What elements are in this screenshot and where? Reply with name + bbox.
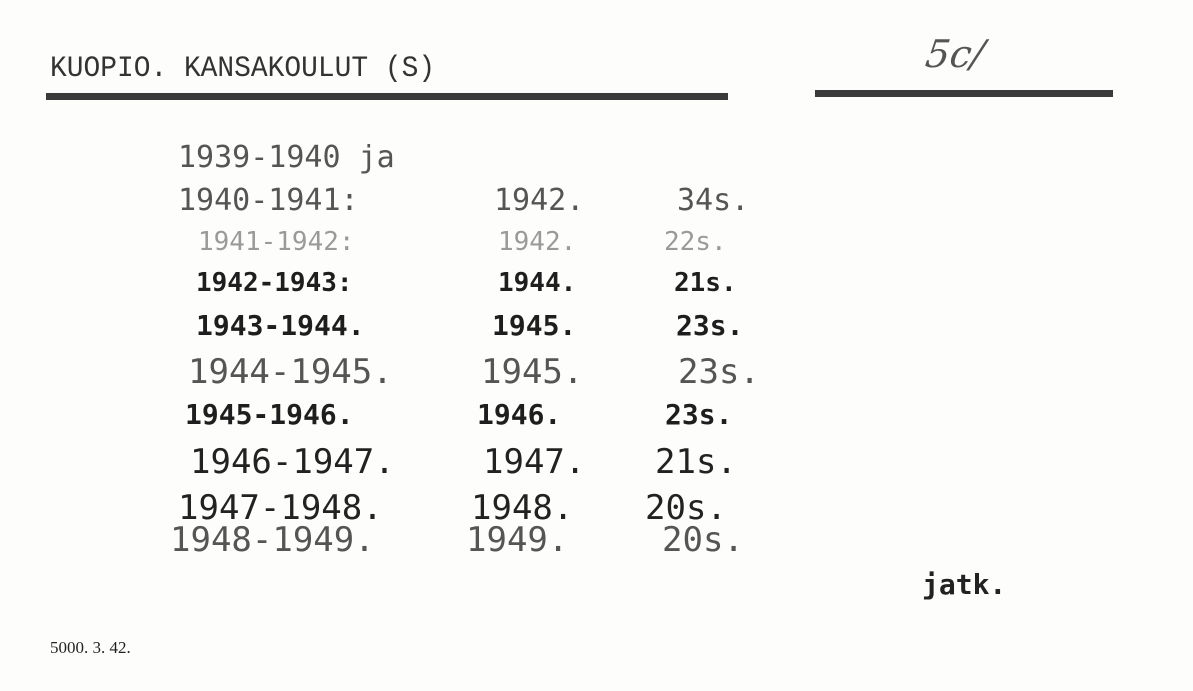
number-rule <box>815 90 1113 97</box>
entry-period: 1945-1946. <box>185 398 354 431</box>
entry-pages: 21s. <box>674 268 737 298</box>
handwritten-card-number: 5c/ <box>922 32 988 76</box>
entry-pages: 21s. <box>655 442 737 482</box>
entry-pages: 20s. <box>662 520 744 560</box>
entry-pages: 23s. <box>678 352 760 392</box>
entry-period: 1947-1948. <box>178 488 383 528</box>
entry-year: 1947. <box>483 442 586 482</box>
entry-pages: 34s. <box>677 183 750 218</box>
continued-note: jatk. <box>922 568 1007 601</box>
entry-pages: 22s. <box>664 227 727 257</box>
entry-year: 1942. <box>498 227 577 257</box>
entry-period: 1948-1949. <box>170 520 375 560</box>
entry-period: 1941-1942: <box>198 227 355 257</box>
entry-year: 1948. <box>471 488 574 528</box>
heading-rule <box>46 93 728 100</box>
entry-pages: 23s. <box>665 398 733 431</box>
entry-pages: 23s. <box>676 309 744 342</box>
entry-period: 1943-1944. <box>196 309 365 342</box>
entry-pages: 20s. <box>645 488 727 528</box>
entry-year: 1944. <box>498 268 577 298</box>
entry-period: 1946-1947. <box>190 442 395 482</box>
card-heading: KUOPIO. KANSAKOULUT (S) <box>50 52 436 86</box>
entry-year: 1946. <box>477 398 562 431</box>
entry-period: 1939-1940 ja <box>178 140 395 175</box>
entry-period: 1940-1941: <box>178 183 359 218</box>
entry-year: 1945. <box>481 352 584 392</box>
entry-period: 1942-1943: <box>196 268 353 298</box>
entry-period: 1944-1945. <box>188 352 393 392</box>
entry-year: 1942. <box>494 183 585 218</box>
entry-year: 1945. <box>492 309 577 342</box>
print-code: 5000. 3. 42. <box>50 638 131 657</box>
entry-year: 1949. <box>466 520 569 560</box>
